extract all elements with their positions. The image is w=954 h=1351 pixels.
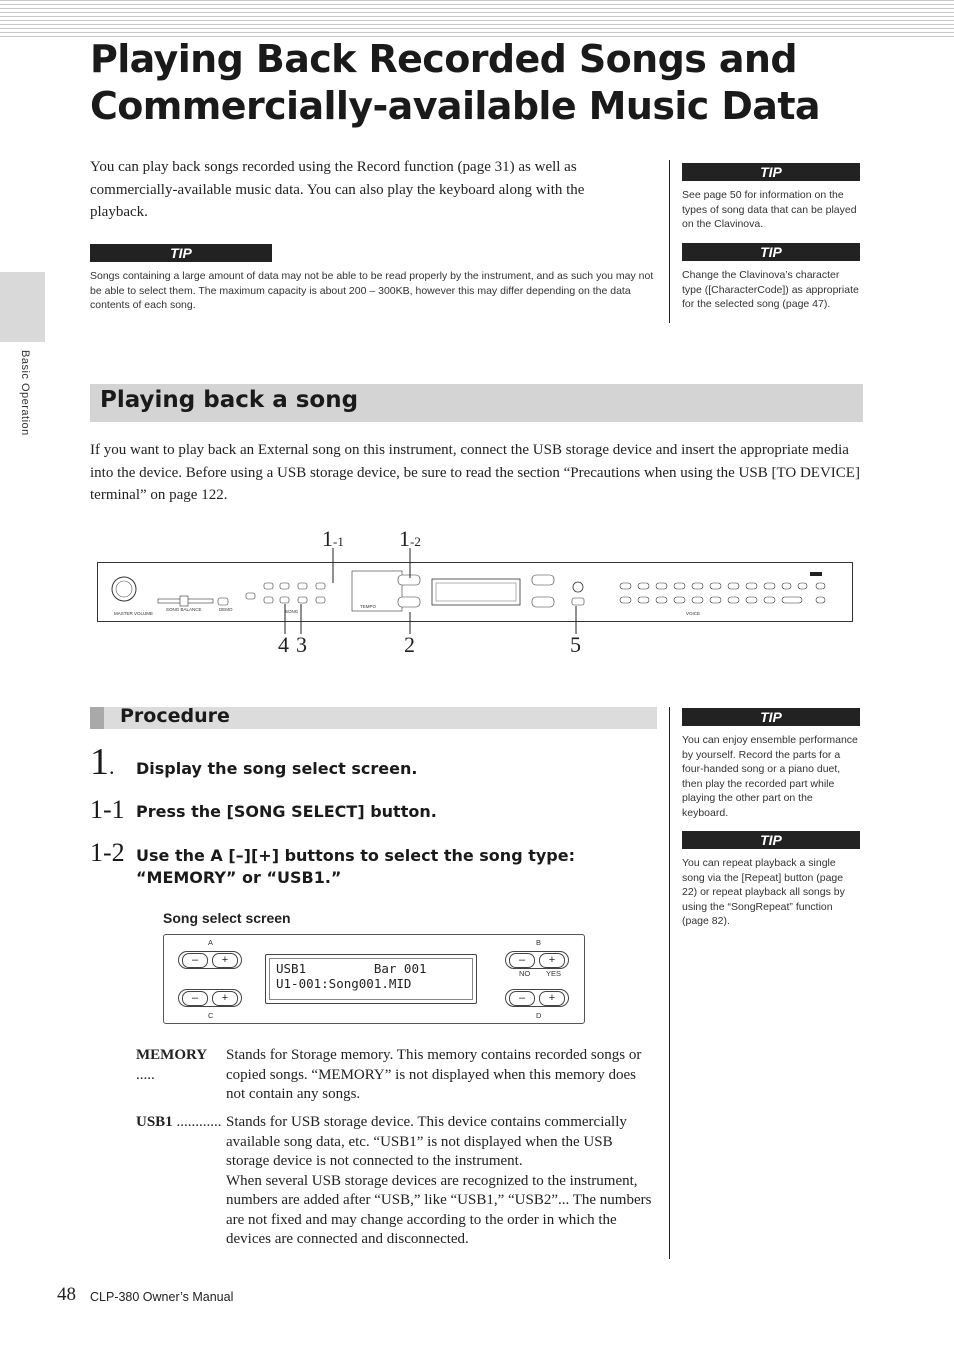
section-title: Playing back a song (100, 387, 359, 413)
a-minus-plus-button[interactable] (178, 951, 242, 969)
definition-desc-part-2: When several USB storage devices are recognized to the instrument, numbers are added after “USB,” like “USB1,” “USB2”... The numbers are not fixed and may change according to the order in which the devices are connected and disconnected. (226, 1172, 652, 1247)
step-1-2-text (136, 845, 656, 889)
step-1-digit: 1 (90, 741, 109, 783)
definition-term (136, 1113, 226, 1133)
step-1-number (90, 740, 115, 784)
label-b: B (536, 938, 542, 947)
d-plus-button[interactable]: + (539, 991, 565, 1006)
side-tab-label: Basic Operation (19, 350, 31, 436)
tip-label: TIP (682, 163, 860, 181)
song-balance-label: SONG BALANCE (166, 607, 202, 612)
term-leader: ............ (172, 1114, 222, 1130)
term-leader: ..... (136, 1066, 155, 1083)
tip-text-side-1: See page 50 for information on the types of song data that can be played on the Clavinova. (682, 189, 857, 231)
b-plus-button[interactable]: + (539, 953, 565, 968)
label-yes: YES (546, 969, 562, 978)
callout-3: 3 (296, 632, 307, 657)
margin-rule-bottom (669, 707, 670, 1259)
tip-label: TIP (682, 243, 860, 261)
definition-desc (226, 1113, 658, 1250)
procedure-heading-bar (90, 707, 657, 729)
lcd-screen-diagram (163, 934, 585, 1024)
tempo-label: TEMPO (360, 604, 377, 609)
callout-1-2-sub: -2 (410, 534, 421, 549)
tip-label: TIP (682, 708, 860, 726)
d-minus-button[interactable]: – (509, 991, 535, 1006)
footer-manual-title: CLP-380 Owner’s Manual (90, 1290, 234, 1304)
song-label: SONG (285, 609, 299, 614)
callout-2: 2 (404, 632, 415, 657)
callout-5: 5 (570, 632, 581, 657)
lcd-line-2: U1-001:Song001.MID (276, 976, 412, 991)
section-body: If you want to play back an External song on this instrument, connect the USB storage device and insert the appropriate media into the device. Before using a USB storage device, be sure to read the section “Precautions when using the USB [TO DEVICE] terminal” on page 122. (90, 442, 860, 503)
a-minus-button[interactable]: – (182, 953, 208, 968)
procedure-title: Procedure (120, 705, 230, 727)
lcd-line-1: USB1 Bar 001 (276, 961, 427, 976)
step-1-2-line-1: Use the A [–][+] buttons to select the song type: (136, 846, 575, 865)
label-c: C (208, 1011, 214, 1020)
tip-text-side-3: You can enjoy ensemble performance by yourself. Record the parts for a four-handed song or a piano duet, then play the recorded part while playing the other part on the keyboard. (682, 734, 858, 819)
c-plus-button[interactable]: + (212, 991, 238, 1006)
step-1-text: Display the song select screen. (136, 759, 418, 778)
label-no: NO (519, 969, 531, 978)
tip-label: TIP (682, 831, 860, 849)
step-1-1-text: Press the [SONG SELECT] button. (136, 802, 437, 821)
term-memory: MEMORY (136, 1047, 208, 1063)
lcd-display (265, 954, 477, 1004)
step-1-1-number: 1-1 (90, 795, 125, 824)
voice-label: VOICE (686, 611, 701, 616)
intro-paragraph: You can play back songs recorded using the Record function (page 31) as well as commercially-available music data. You can also play the keyboard along with the playback. (90, 159, 585, 220)
lcd-inner (269, 958, 473, 1000)
screen-caption: Song select screen (163, 910, 291, 926)
callout-1-2-main: 1 (399, 526, 410, 551)
callout-1-1-main: 1 (322, 526, 333, 551)
page-number: 48 (57, 1284, 76, 1305)
b-minus-plus-button[interactable] (505, 951, 569, 969)
page-title-line-1: Playing Back Recorded Songs and (90, 37, 797, 81)
definition-desc-part-1: Stands for USB storage device. This device contains commercially available song data, etc. “USB1” is not displayed when the USB storage device is not connected to the instrument. (226, 1114, 627, 1169)
step-1-2-line-2: “MEMORY” or “USB1.” (136, 868, 342, 887)
callout-1-1-sub: -1 (333, 534, 344, 549)
master-volume-label: MASTER VOLUME (114, 611, 154, 616)
tip-label: TIP (90, 244, 272, 262)
step-1-2-number: 1-2 (90, 838, 125, 867)
tip-text-side-2: Change the Clavinova’s character type ([CharacterCode]) as appropriate for the selected song (page 47). (682, 269, 859, 311)
b-minus-button[interactable]: – (509, 953, 535, 968)
demo-label: DEMO (219, 607, 233, 612)
definition-desc: Stands for Storage memory. This memory contains recorded songs or copied songs. “MEMORY” is not displayed when this memory does not contain any songs. (226, 1047, 642, 1102)
definition-term (136, 1046, 226, 1085)
d-minus-plus-button[interactable] (505, 989, 569, 1007)
a-plus-button[interactable]: + (212, 953, 238, 968)
c-minus-button[interactable]: – (182, 991, 208, 1006)
tip-text-side-4: You can repeat playback a single song via the [Repeat] button (page 22) or repeat playback all songs by using the “SongRepeat” function (page 82). (682, 857, 845, 928)
page-title-line-2: Commercially-available Music Data (90, 84, 820, 128)
tip-text-main: Songs containing a large amount of data may not be able to be read properly by the instrument, and as such you may not be able to select them. The maximum capacity is about 200 – 300KB, however this may differ depending on the data contents of each song. (90, 270, 654, 312)
procedure-marker (90, 707, 104, 729)
c-minus-plus-button[interactable] (178, 989, 242, 1007)
step-1-dot: . (109, 754, 115, 779)
label-a: A (208, 938, 214, 947)
term-usb1: USB1 (136, 1114, 173, 1130)
callout-4: 4 (278, 632, 289, 657)
label-d: D (536, 1011, 542, 1020)
